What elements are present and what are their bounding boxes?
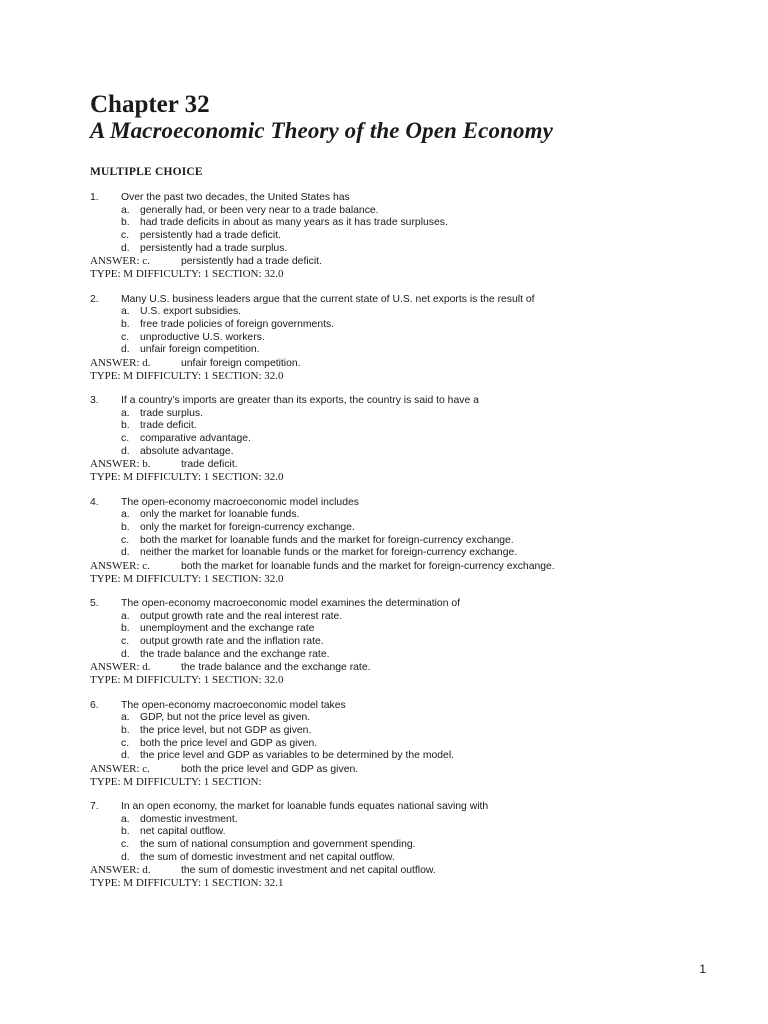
option-text: only the market for foreign-currency exchange. <box>140 521 355 533</box>
answer-option <box>90 332 730 345</box>
question-number: 4. <box>90 496 99 508</box>
option-text: the sum of domestic investment and net capital outflow. <box>140 851 395 863</box>
question-item <box>90 801 730 890</box>
answer-text: the sum of domestic investment and net capital outflow. <box>181 865 436 877</box>
option-text: output growth rate and the real interest rate. <box>140 610 343 622</box>
option-text: trade deficit. <box>140 420 197 432</box>
question-item <box>90 700 730 789</box>
answer-label: ANSWER: c. <box>90 255 150 268</box>
answer-line <box>90 255 730 268</box>
option-text: GDP, but not the price level as given. <box>140 712 311 724</box>
answer-label: ANSWER: b. <box>90 458 151 471</box>
answer-line <box>90 763 730 776</box>
answer-option <box>90 522 730 535</box>
answer-option <box>90 408 730 421</box>
question-text: Many U.S. business leaders argue that the current state of U.S. net exports is the result of <box>121 293 535 305</box>
answer-option <box>90 535 730 548</box>
question-stem <box>90 700 730 713</box>
option-letter: c. <box>121 737 130 749</box>
answer-label: ANSWER: d. <box>90 356 151 369</box>
question-number: 5. <box>90 598 99 609</box>
option-letter: a. <box>121 407 130 419</box>
option-text: the price level, but not GDP as given. <box>140 724 312 736</box>
answer-option <box>90 306 730 319</box>
answer-option <box>90 649 730 662</box>
question-metadata: TYPE: M DIFFICULTY: 1 SECTION: 32.0 <box>90 369 284 382</box>
answer-option <box>90 446 730 459</box>
option-text: both the price level and GDP as given. <box>140 737 318 749</box>
page-number: 1 <box>699 962 706 976</box>
option-text: the price level and GDP as variables to be determined by the model. <box>140 750 455 762</box>
question-stem <box>90 294 730 307</box>
option-text: only the market for loanable funds. <box>140 509 300 521</box>
question-text: In an open economy, the market for loanable funds equates national saving with <box>121 801 489 812</box>
answer-option <box>90 852 730 865</box>
option-letter: c. <box>121 839 130 851</box>
question-metadata: TYPE: M DIFFICULTY: 1 SECTION: 32.0 <box>90 674 284 687</box>
answer-option <box>90 344 730 357</box>
option-letter: d. <box>121 648 130 660</box>
question-metadata: TYPE: M DIFFICULTY: 1 SECTION: <box>90 775 262 788</box>
option-text: the trade balance and the exchange rate. <box>140 648 330 660</box>
question-metadata: TYPE: M DIFFICULTY: 1 SECTION: 32.0 <box>90 471 284 484</box>
option-letter: c. <box>121 636 130 648</box>
option-letter: a. <box>121 509 130 521</box>
answer-option <box>90 205 730 218</box>
chapter-title: A Macroeconomic Theory of the Open Economy <box>90 118 553 143</box>
option-text: unproductive U.S. workers. <box>140 331 265 343</box>
question-text: The open-economy macroeconomic model takes <box>121 699 346 711</box>
question-list <box>90 192 730 903</box>
answer-label: ANSWER: c. <box>90 559 150 572</box>
option-text: persistently had a trade deficit. <box>140 230 281 242</box>
answer-text: trade deficit. <box>181 459 238 471</box>
question-text: Over the past two decades, the United States has <box>121 192 350 203</box>
option-text: U.S. export subsidies. <box>140 306 242 318</box>
answer-option <box>90 725 730 738</box>
answer-option <box>90 509 730 522</box>
answer-label: ANSWER: d. <box>90 661 151 674</box>
question-metadata: TYPE: M DIFFICULTY: 1 SECTION: 32.1 <box>90 877 284 890</box>
option-text: absolute advantage. <box>140 445 234 457</box>
answer-label: ANSWER: c. <box>90 762 150 775</box>
option-letter: b. <box>121 217 130 229</box>
question-item <box>90 598 730 687</box>
option-text: net capital outflow. <box>140 826 226 838</box>
chapter-number: Chapter 32 <box>90 91 210 118</box>
question-metadata: TYPE: M DIFFICULTY: 1 SECTION: 32.0 <box>90 572 284 585</box>
answer-line <box>90 661 730 674</box>
option-letter: a. <box>121 306 130 318</box>
option-text: output growth rate and the inflation rate. <box>140 636 324 648</box>
answer-line <box>90 357 730 370</box>
answer-line <box>90 560 730 573</box>
option-letter: d. <box>121 344 130 356</box>
option-letter: b. <box>121 724 130 736</box>
option-text: unfair foreign competition. <box>140 344 260 356</box>
answer-option <box>90 243 730 256</box>
question-number: 7. <box>90 801 99 812</box>
option-text: trade surplus. <box>140 407 203 419</box>
answer-option <box>90 750 730 763</box>
answer-text: both the market for loanable funds and the market for foreign-currency exchange. <box>181 560 555 572</box>
option-letter: b. <box>121 318 130 330</box>
answer-option <box>90 319 730 332</box>
question-number: 6. <box>90 699 99 711</box>
option-letter: c. <box>121 230 130 242</box>
option-letter: d. <box>121 445 130 457</box>
question-number: 2. <box>90 293 99 305</box>
option-text: domestic investment. <box>140 813 238 825</box>
option-text: generally had, or been very near to a trade balance. <box>140 204 379 216</box>
question-text: The open-economy macroeconomic model includes <box>121 496 359 508</box>
option-text: comparative advantage. <box>140 433 251 445</box>
option-letter: d. <box>121 242 130 254</box>
option-letter: b. <box>121 521 130 533</box>
option-letter: d. <box>121 750 130 762</box>
question-item <box>90 192 730 281</box>
answer-option <box>90 420 730 433</box>
option-text: free trade policies of foreign governments. <box>140 318 335 330</box>
question-item <box>90 497 730 586</box>
question-stem <box>90 395 730 408</box>
option-text: neither the market for loanable funds or the market for foreign-currency exchange. <box>140 547 518 559</box>
option-text: the sum of national consumption and government spending. <box>140 839 416 851</box>
question-stem <box>90 192 730 205</box>
option-letter: d. <box>121 547 130 559</box>
option-letter: c. <box>121 331 130 343</box>
answer-option <box>90 547 730 560</box>
option-letter: b. <box>121 420 130 432</box>
answer-text: the trade balance and the exchange rate. <box>181 662 371 674</box>
answer-option <box>90 217 730 230</box>
answer-text: unfair foreign competition. <box>181 357 301 369</box>
option-text: had trade deficits in about as many years as it has trade surpluses. <box>140 217 448 229</box>
question-item <box>90 395 730 484</box>
section-heading: MULTIPLE CHOICE <box>90 166 203 178</box>
question-stem <box>90 598 730 611</box>
question-number: 1. <box>90 192 99 203</box>
answer-option <box>90 230 730 243</box>
answer-line <box>90 458 730 471</box>
answer-option <box>90 623 730 636</box>
question-stem <box>90 801 730 814</box>
option-letter: c. <box>121 534 130 546</box>
answer-option <box>90 636 730 649</box>
option-letter: a. <box>121 712 130 724</box>
answer-option <box>90 433 730 446</box>
option-letter: a. <box>121 813 130 825</box>
answer-text: persistently had a trade deficit. <box>181 256 322 268</box>
answer-option <box>90 611 730 624</box>
question-text: If a country’s imports are greater than its exports, the country is said to have a <box>121 395 479 406</box>
option-letter: a. <box>121 204 130 216</box>
answer-option <box>90 712 730 725</box>
answer-line <box>90 864 730 877</box>
answer-text: both the price level and GDP as given. <box>181 763 359 775</box>
option-text: unemployment and the exchange rate <box>140 623 315 635</box>
option-letter: d. <box>121 851 130 863</box>
question-number: 3. <box>90 395 99 406</box>
question-stem <box>90 497 730 510</box>
option-letter: a. <box>121 610 130 622</box>
question-item <box>90 294 730 383</box>
option-letter: c. <box>121 433 130 445</box>
answer-option <box>90 826 730 839</box>
question-text: The open-economy macroeconomic model examines the determination of <box>121 598 461 609</box>
option-letter: b. <box>121 623 130 635</box>
answer-label: ANSWER: d. <box>90 864 151 877</box>
option-letter: b. <box>121 826 130 838</box>
answer-option <box>90 814 730 827</box>
answer-option <box>90 738 730 751</box>
option-text: persistently had a trade surplus. <box>140 242 288 254</box>
answer-option <box>90 839 730 852</box>
option-text: both the market for loanable funds and the market for foreign-currency exchange. <box>140 534 514 546</box>
question-metadata: TYPE: M DIFFICULTY: 1 SECTION: 32.0 <box>90 268 284 281</box>
